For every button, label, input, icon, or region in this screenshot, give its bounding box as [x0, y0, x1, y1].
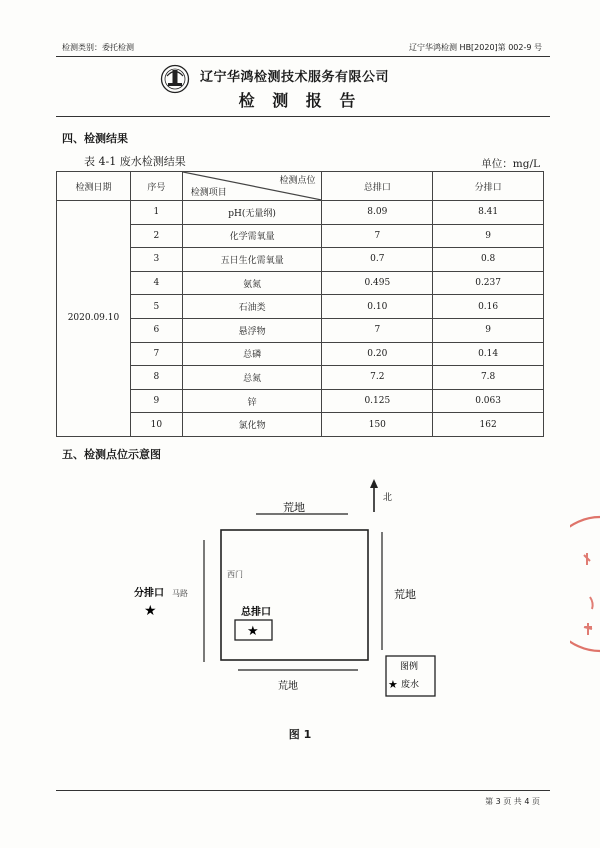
branch-outlet-value-cell: 9: [433, 224, 544, 248]
branch-outlet-value-cell: 0.063: [433, 389, 544, 413]
table-row: [57, 366, 544, 390]
main-outlet-label: 总排口: [241, 607, 271, 618]
report-number: 辽宁华鸿检测 HB[2020]第 002-9 号: [409, 43, 542, 52]
item-name-cell: 氯化物: [182, 413, 322, 437]
header-point: 检测点位: [279, 176, 316, 186]
section-heading-results: 四、检测结果: [62, 132, 128, 145]
road-label: 马路: [172, 589, 188, 598]
table-row: [57, 295, 544, 319]
header-total-outlet: 总排口: [322, 172, 433, 201]
table-row: [57, 224, 544, 248]
branch-outlet-value-cell: 0.237: [433, 271, 544, 295]
branch-outlet-value-cell: 0.16: [433, 295, 544, 319]
header-divider: [56, 56, 550, 57]
row-number-cell: 4: [130, 271, 182, 295]
item-name-cell: pH(无量纲): [182, 201, 322, 225]
header-no: 序号: [130, 172, 182, 201]
table-row: [57, 201, 544, 225]
item-name-cell: 五日生化需氧量: [182, 248, 322, 272]
unit-label: 单位：mg/L: [481, 158, 540, 170]
top-land-label: 荒地: [283, 501, 305, 514]
item-name-cell: 总磷: [182, 342, 322, 366]
table-row: [57, 248, 544, 272]
site-map: [120, 470, 480, 710]
item-name-cell: 化学需氧量: [182, 224, 322, 248]
branch-outlet-value-cell: 0.8: [433, 248, 544, 272]
row-number-cell: 9: [130, 389, 182, 413]
table-header-row: [57, 172, 544, 201]
branch-outlet-label: 分排口: [134, 588, 164, 599]
total-outlet-value-cell: 0.495: [322, 271, 433, 295]
row-number-cell: 7: [130, 342, 182, 366]
row-number-cell: 6: [130, 318, 182, 342]
header-branch-outlet: 分排口: [433, 172, 544, 201]
north-arrow-head-icon: [370, 479, 378, 488]
branch-outlet-value-cell: 8.41: [433, 201, 544, 225]
title-divider: [56, 116, 550, 117]
branch-outlet-value-cell: 162: [433, 413, 544, 437]
table-row: [57, 389, 544, 413]
row-number-cell: 5: [130, 295, 182, 319]
document-title: 检 测 报 告: [238, 91, 362, 110]
branch-outlet-star-icon: ★: [144, 603, 157, 619]
legend-star-icon: ★: [388, 678, 398, 691]
official-seal-icon: [570, 515, 600, 655]
header-date: 检测日期: [57, 172, 131, 201]
page-number: 第 3 页 共 4 页: [485, 797, 540, 806]
north-label: 北: [383, 493, 393, 503]
west-gate-label: 西门: [227, 570, 243, 579]
legend-title: 图例: [400, 662, 419, 672]
item-name-cell: 锌: [182, 389, 322, 413]
bottom-land-label: 荒地: [278, 681, 298, 692]
table-row: [57, 413, 544, 437]
right-land-label: 荒地: [394, 588, 416, 601]
branch-outlet-value-cell: 0.14: [433, 342, 544, 366]
total-outlet-value-cell: 0.20: [322, 342, 433, 366]
row-number-cell: 2: [130, 224, 182, 248]
legend-item-label: 废水: [401, 680, 420, 690]
footer-divider: [56, 790, 550, 791]
total-outlet-value-cell: 7: [322, 224, 433, 248]
table-row: [57, 342, 544, 366]
row-number-cell: 3: [130, 248, 182, 272]
total-outlet-value-cell: 150: [322, 413, 433, 437]
figure-caption: 图 1: [288, 728, 312, 741]
total-outlet-value-cell: 7: [322, 318, 433, 342]
row-number-cell: 10: [130, 413, 182, 437]
table-row: [57, 318, 544, 342]
row-number-cell: 1: [130, 201, 182, 225]
item-name-cell: 氨氮: [182, 271, 322, 295]
test-date-cell: 2020.09.10: [57, 201, 131, 437]
company-name: 辽宁华鸿检测技术服务有限公司: [200, 70, 390, 85]
header-diagonal-cell: [182, 172, 322, 201]
item-name-cell: 石油类: [182, 295, 322, 319]
total-outlet-value-cell: 0.7: [322, 248, 433, 272]
results-table: [56, 171, 544, 437]
header-item: 检测项目: [190, 188, 227, 198]
table-row: [57, 271, 544, 295]
section-heading-map: 五、检测点位示意图: [62, 448, 161, 461]
total-outlet-value-cell: 7.2: [322, 366, 433, 390]
branch-outlet-value-cell: 7.8: [433, 366, 544, 390]
item-name-cell: 悬浮物: [182, 318, 322, 342]
total-outlet-value-cell: 0.10: [322, 295, 433, 319]
total-outlet-value-cell: 0.125: [322, 389, 433, 413]
main-outlet-star-icon: ★: [247, 624, 259, 639]
row-number-cell: 8: [130, 366, 182, 390]
total-outlet-value-cell: 8.09: [322, 201, 433, 225]
report-category: 检测类别：委托检测: [62, 43, 134, 52]
table-caption: 表 4-1 废水检测结果: [84, 155, 186, 168]
branch-outlet-value-cell: 9: [433, 318, 544, 342]
item-name-cell: 总氮: [182, 366, 322, 390]
